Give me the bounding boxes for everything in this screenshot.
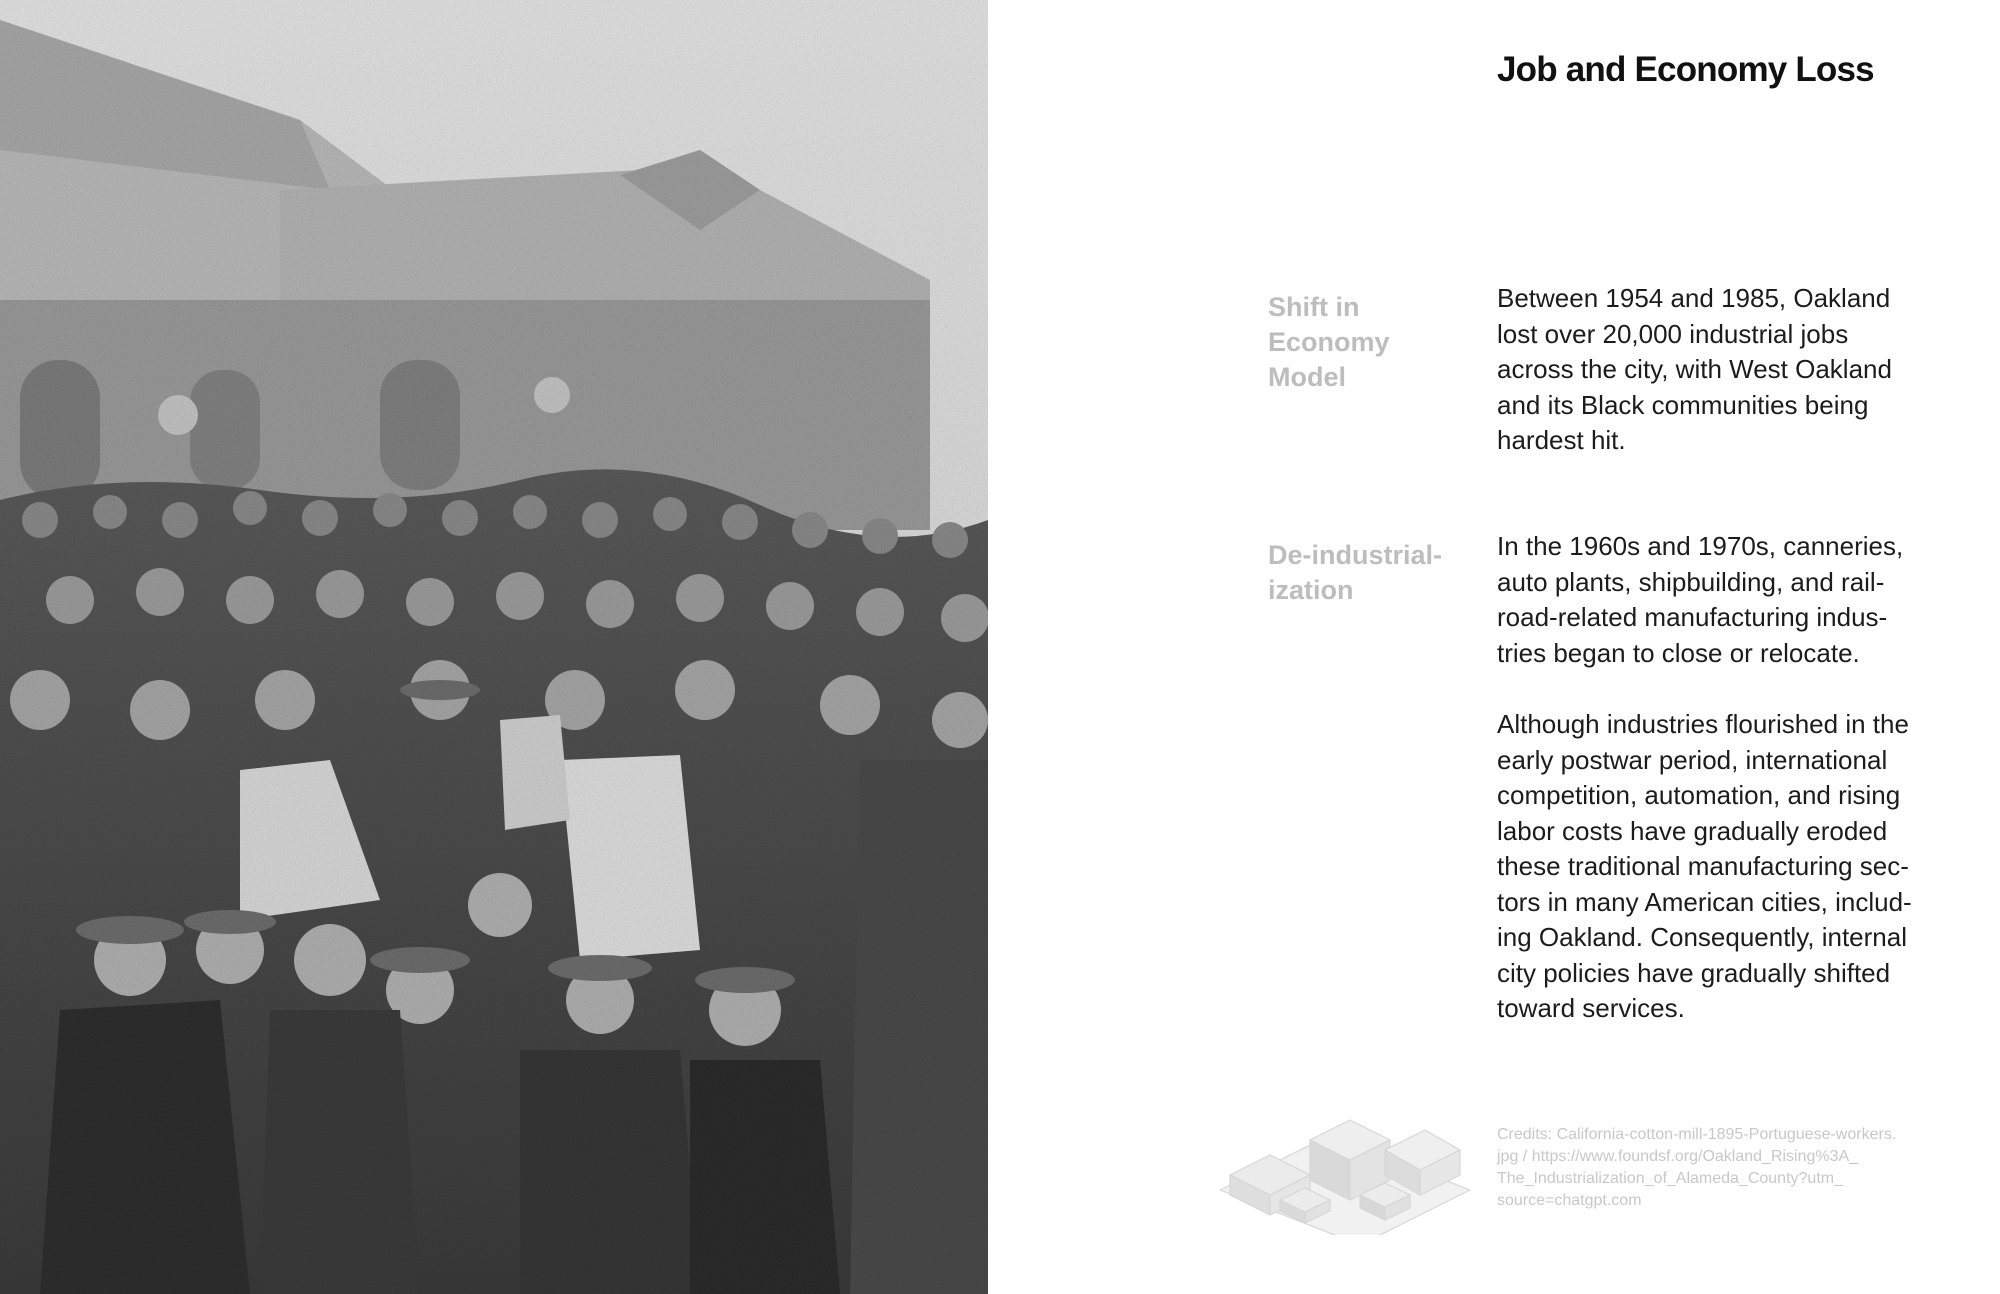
- credits-line: The_Industrialization_of_Alameda_County?utm_: [1497, 1170, 1843, 1187]
- paragraph-postwar-decline: [1497, 707, 1967, 1027]
- section-heading-shift-in-economy-model: [1268, 290, 1468, 395]
- historic-crowd-photo: [0, 0, 988, 1294]
- paragraph-industry-closures: [1497, 529, 1967, 671]
- paragraph-line: Between 1954 and 1985, Oakland: [1497, 283, 1891, 313]
- credits-line: Credits: California-cotton-mill-1895-Portuguese-workers.: [1497, 1126, 1897, 1143]
- paragraph-line: Although industries flourished in the: [1497, 709, 1909, 739]
- credits-line: jpg / https://www.foundsf.org/Oakland_Rising%3A_: [1497, 1148, 1859, 1165]
- paragraph-line: across the city, with West Oakland: [1497, 354, 1892, 384]
- paragraph-line: tors in many American cities, includ-: [1497, 886, 1912, 917]
- section-heading-line: ization: [1268, 575, 1354, 605]
- paragraph-line: road-related manufacturing indus-: [1497, 602, 1888, 632]
- paragraph-line: auto plants, shipbuilding, and rail-: [1497, 566, 1885, 597]
- image-credits: [1497, 1124, 1957, 1212]
- credits-line: source=chatgpt.com: [1497, 1192, 1642, 1209]
- paragraph-line: hardest hit.: [1497, 425, 1626, 455]
- page-title: Job and Economy Loss: [1497, 50, 1874, 89]
- paragraph-line: these traditional manufacturing sec-: [1497, 851, 1909, 881]
- paragraph-line: toward services.: [1497, 993, 1685, 1023]
- paragraph-line: ing Oakland. Consequently, internal: [1497, 922, 1907, 952]
- section-heading-line: Economy: [1268, 327, 1390, 357]
- photo-illustration: [0, 0, 988, 1294]
- paragraph-line: labor costs have gradually eroded: [1497, 815, 1888, 846]
- paragraph-line: and its Black communities being: [1497, 389, 1869, 420]
- paragraph-line: early postwar period, international: [1497, 744, 1888, 775]
- paragraph-line: competition, automation, and rising: [1497, 780, 1901, 810]
- paragraph-line: city policies have gradually shifted: [1497, 957, 1891, 988]
- section-heading-line: Shift in: [1268, 292, 1360, 322]
- paragraph-line: tries began to close or relocate.: [1497, 637, 1860, 668]
- isometric-building-model-icon: [1210, 1095, 1480, 1235]
- paragraph-line: In the 1960s and 1970s, canneries,: [1497, 531, 1904, 561]
- section-heading-line: Model: [1268, 362, 1346, 392]
- section-heading-de-industrialization: [1268, 538, 1468, 608]
- paragraph-line: lost over 20,000 industrial jobs: [1497, 318, 1849, 349]
- section-heading-line: De-industrial-: [1268, 540, 1443, 570]
- paragraph-job-loss: [1497, 281, 1967, 459]
